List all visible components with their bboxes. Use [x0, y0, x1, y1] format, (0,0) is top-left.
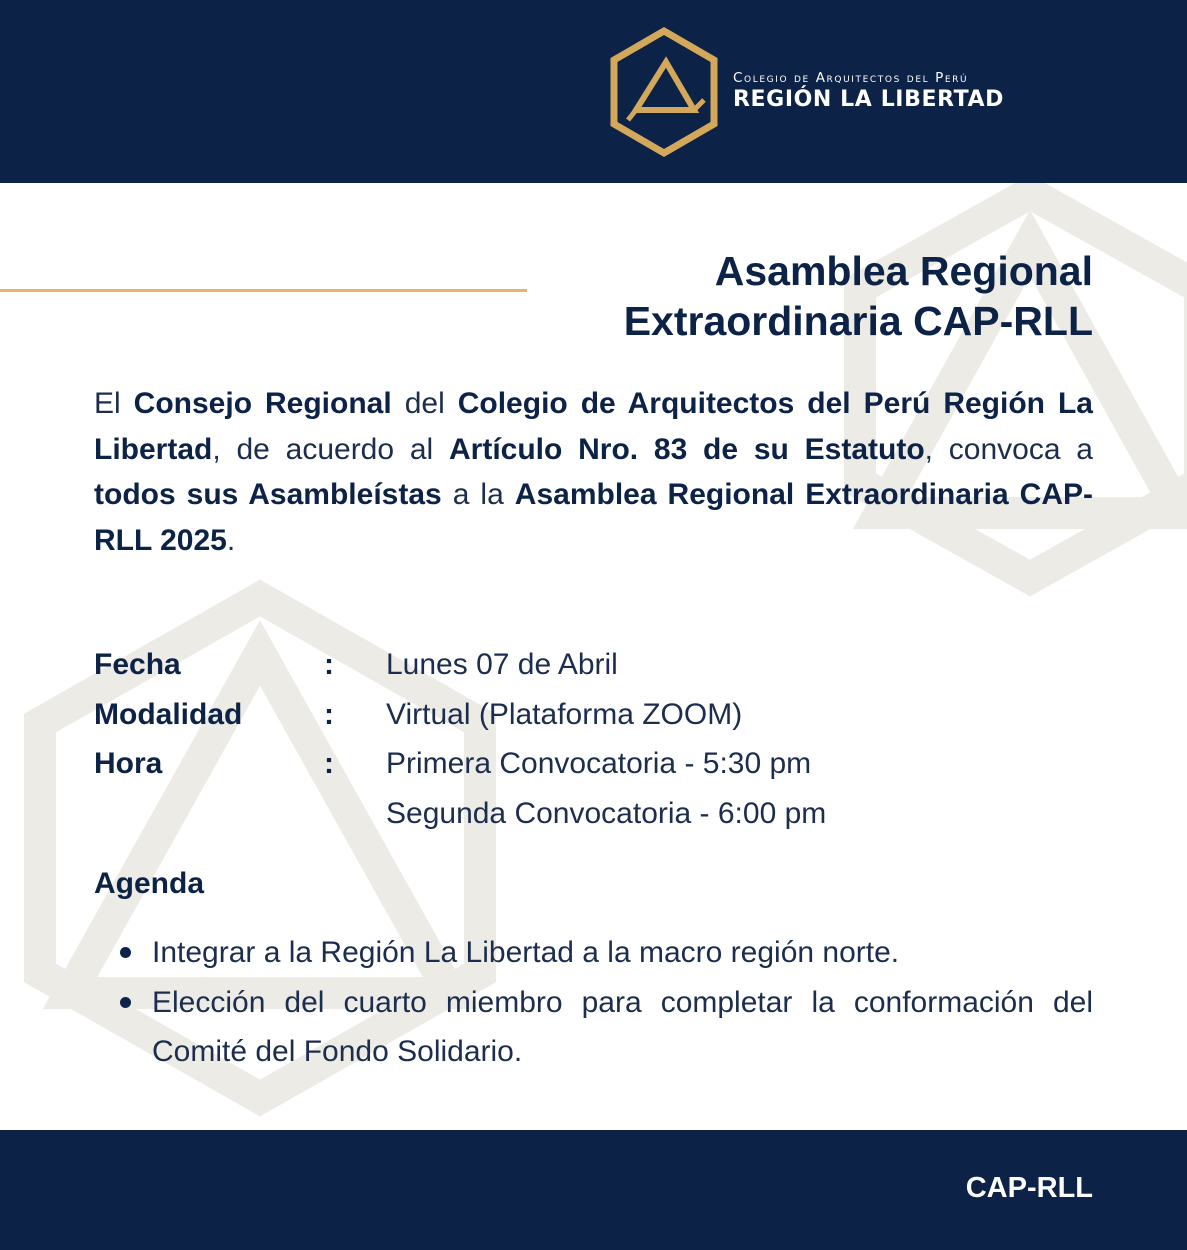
detail-row-modality: [94, 693, 1093, 743]
detail-colon: :: [324, 697, 334, 731]
detail-value: Segunda Convocatoria - 6:00 pm: [386, 796, 827, 830]
list-item: [94, 928, 1093, 978]
intro-text-1: El: [94, 387, 134, 420]
intro-text-2: del: [391, 387, 458, 420]
footer-brand: CAP-RLL: [965, 1172, 1093, 1204]
intro-bold-article: Artículo Nro. 83 de su Estatuto: [448, 432, 925, 466]
bullet-icon: [120, 947, 131, 958]
logo-region-name: REGIÓN LA LIBERTAD: [733, 87, 1005, 112]
detail-label: Modalidad: [94, 697, 243, 731]
intro-text-3: , de acuerdo al: [212, 432, 449, 466]
title-line-1: Asamblea Regional: [714, 248, 1093, 294]
list-item: [94, 978, 1093, 1077]
intro-bold-council: Consejo Regional: [133, 387, 392, 420]
logo-wordmark: [733, 70, 1095, 114]
intro-text-4: , convoca a: [924, 432, 1093, 466]
intro-text-6: .: [226, 523, 236, 557]
agenda-list: [94, 928, 1093, 1077]
intro-bold-members: todos sus Asambleístas: [94, 478, 442, 511]
detail-row-time: [94, 742, 1093, 792]
agenda-item-text: Integrar a la Región La Libertad a la macro región norte.: [152, 936, 900, 969]
cap-logo-icon: [608, 26, 720, 158]
intro-paragraph: [94, 381, 1093, 563]
title-accent-rule: [0, 289, 527, 292]
detail-label: Fecha: [94, 648, 181, 681]
bullet-icon: [120, 997, 131, 1008]
page-title: [493, 246, 1093, 346]
detail-row-date: [94, 643, 1093, 693]
detail-label: Hora: [94, 747, 163, 780]
title-line-2: Extraordinaria CAP-RLL: [623, 298, 1093, 344]
detail-value: Lunes 07 de Abril: [386, 648, 618, 681]
intro-bold-college: Colegio de Arquitectos del Perú Región La Libertad: [94, 387, 1093, 466]
detail-value: Virtual (Plataforma ZOOM): [386, 697, 743, 731]
event-details: [94, 643, 1093, 841]
detail-colon: :: [324, 648, 334, 681]
detail-colon: :: [324, 747, 334, 780]
agenda-item-text: Elección del cuarto miembro para completar la conformación del Comité del Fondo Solidario.: [152, 985, 1093, 1068]
logo-institution-name: Colegio de Arquitectos del Perú: [733, 70, 969, 86]
intro-bold-assembly: Asamblea Regional Extraordinaria CAP-RLL 2025: [94, 478, 1093, 557]
detail-row-time-second: [94, 792, 1093, 842]
agenda-heading: Agenda: [94, 867, 205, 900]
detail-value: Primera Convocatoria - 5:30 pm: [386, 747, 812, 780]
intro-text-5: a la: [441, 478, 515, 511]
header-banner: [0, 0, 1187, 183]
